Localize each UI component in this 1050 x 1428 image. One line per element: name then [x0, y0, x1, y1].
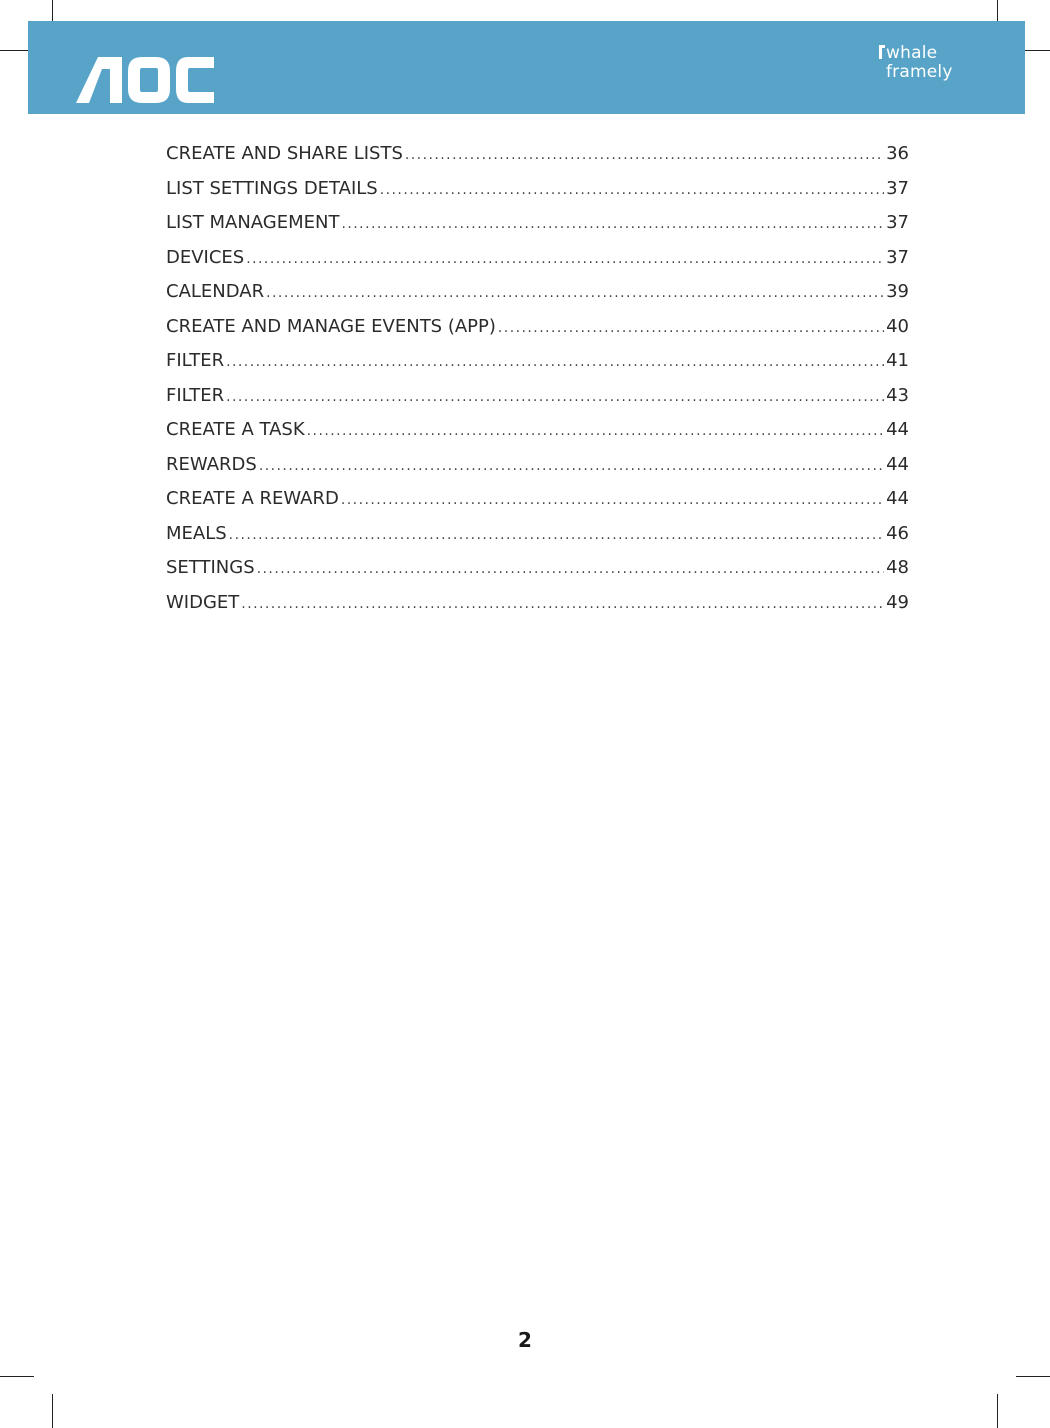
toc-entry-title: CREATE AND SHARE LISTS [166, 143, 403, 164]
toc-entry[interactable] [166, 454, 909, 489]
toc-entry-title: CREATE A REWARD [166, 488, 339, 509]
toc-entry-title: CALENDAR [166, 281, 265, 302]
table-of-contents [166, 143, 909, 626]
toc-entry[interactable] [166, 523, 909, 558]
toc-entry-page: 37 [886, 177, 909, 199]
toc-dot-leader [259, 458, 884, 474]
toc-entry-page: 39 [886, 281, 909, 302]
toc-entry-page: 37 [886, 246, 909, 268]
toc-entry[interactable] [166, 419, 909, 454]
toc-dot-leader [266, 285, 884, 301]
toc-entry[interactable] [166, 212, 909, 247]
whale-framely-logo [876, 40, 986, 88]
toc-entry-page: 49 [886, 591, 909, 613]
toc-entry[interactable] [166, 178, 909, 213]
toc-entry[interactable] [166, 350, 909, 385]
toc-entry-page: 44 [886, 488, 909, 509]
toc-entry[interactable] [166, 557, 909, 592]
toc-entry-page: 37 [886, 212, 909, 233]
toc-entry[interactable] [166, 385, 909, 420]
toc-entry-page: 46 [886, 522, 909, 544]
toc-entry-title: CREATE A TASK [166, 419, 305, 440]
toc-entry-page: 44 [886, 453, 909, 475]
toc-dot-leader [226, 354, 884, 370]
toc-entry-title: LIST MANAGEMENT [166, 212, 340, 233]
toc-entry[interactable] [166, 316, 909, 351]
toc-dot-leader [405, 147, 884, 163]
toc-entry-page: 41 [886, 350, 909, 371]
bracket-icon [879, 45, 885, 59]
toc-entry-title: FILTER [166, 350, 225, 371]
toc-entry[interactable] [166, 247, 909, 282]
toc-dot-leader [341, 216, 884, 232]
toc-entry-title: WIDGET [166, 591, 240, 613]
toc-entry-page: 36 [886, 143, 909, 164]
crop-mark [997, 1394, 998, 1428]
toc-entry-title: DEVICES [166, 246, 245, 268]
aoc-logo-graphic [76, 55, 216, 105]
toc-entry-page: 43 [886, 384, 909, 406]
page-number: 2 [518, 1328, 532, 1352]
toc-entry-title: FILTER [166, 384, 225, 406]
toc-dot-leader [246, 251, 884, 267]
toc-entry[interactable] [166, 143, 909, 178]
toc-entry-title: SETTINGS [166, 557, 255, 578]
toc-dot-leader [257, 561, 884, 577]
toc-dot-leader [241, 596, 884, 612]
toc-dot-leader [229, 527, 884, 543]
crop-mark [1016, 1376, 1050, 1377]
toc-entry-page: 48 [886, 557, 909, 578]
toc-entry[interactable] [166, 488, 909, 523]
aoc-logo [76, 55, 216, 105]
crop-mark [52, 1394, 53, 1428]
crop-mark [0, 1376, 34, 1377]
toc-dot-leader [498, 320, 884, 336]
toc-entry[interactable] [166, 592, 909, 627]
toc-entry-title: LIST SETTINGS DETAILS [166, 177, 378, 199]
toc-entry[interactable] [166, 281, 909, 316]
toc-entry-page: 44 [886, 419, 909, 440]
toc-dot-leader [380, 182, 884, 198]
toc-dot-leader [341, 492, 884, 508]
toc-entry-title: MEALS [166, 522, 227, 544]
toc-entry-title: REWARDS [166, 453, 257, 475]
toc-dot-leader [226, 389, 884, 405]
brand-line-framely: framely [886, 62, 953, 82]
toc-entry-title: CREATE AND MANAGE EVENTS (APP) [166, 315, 496, 337]
toc-entry-page: 40 [886, 315, 909, 337]
brand-line-whale: whale [886, 43, 938, 63]
toc-dot-leader [307, 423, 884, 439]
